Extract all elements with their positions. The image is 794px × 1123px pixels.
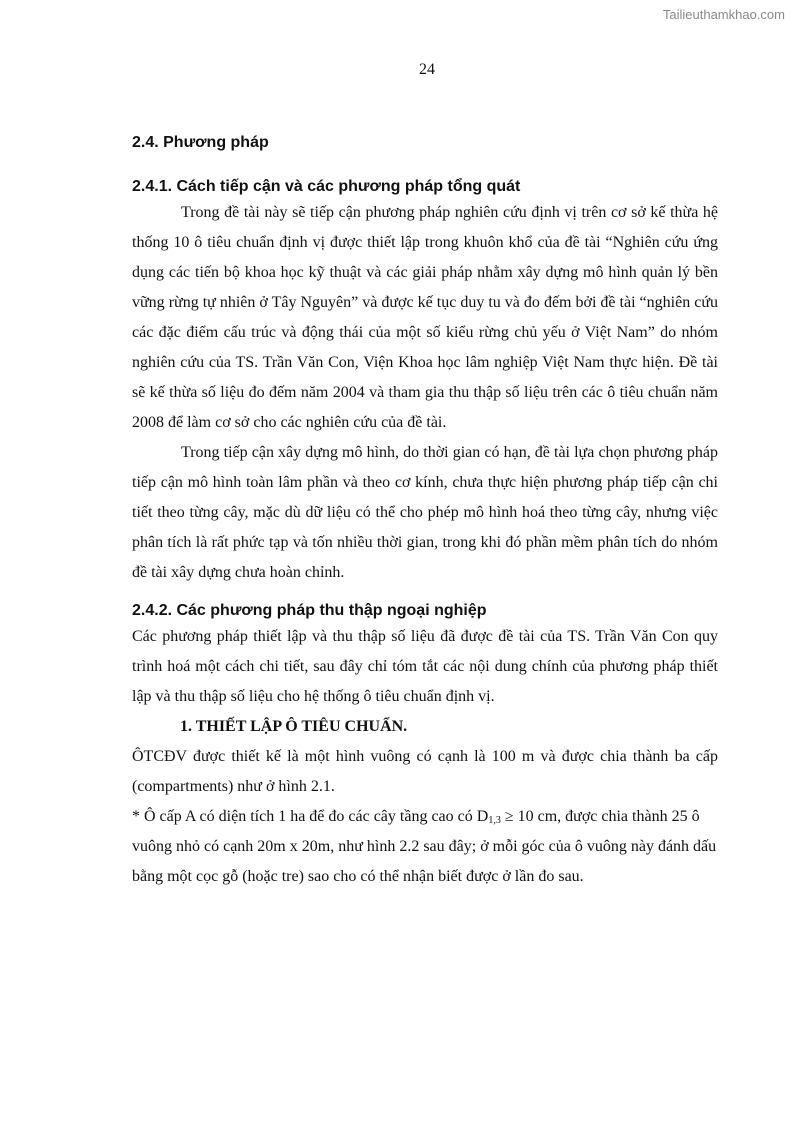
paragraph-plot-a (132, 802, 718, 892)
subsection-title-2-4-1: 2.4.1. Cách tiếp cận và các phương pháp tổng quát (132, 178, 521, 195)
paragraph-modeling: Trong tiếp cận xây dựng mô hình, do thời gian có hạn, đề tài lựa chọn phương pháp tiếp cận mô hình toàn lâm phần và theo cơ kính, chưa thực hiện phương pháp tiếp cận chi tiết theo từng cây, mặc dù dữ liệu có thể cho phép mô hình hoá theo từng cây, nhưng việc phân tích là rất phức tạp và tốn nhiều thời gian, trong khi đó phần mềm phân tích do nhóm đề tài xây dựng chưa hoàn chỉnh. (132, 444, 718, 581)
paragraph-approach: Trong đề tài này sẽ tiếp cận phương pháp nghiên cứu định vị trên cơ sở kế thừa hệ thống 10 ô tiêu chuẩn định vị được thiết lập trong khuôn khổ của đề tài “Nghiên cứu ứng dụng các tiến bộ khoa học kỹ thuật và các giải pháp nhằm xây dựng mô hình quản lý bền vững rừng tự nhiên ở Tây Nguyên” và được kế tục duy tu và đo đếm bởi đề tài “nghiên cứu các đặc điểm cấu trúc và động thái của một số kiểu rừng chủ yếu ở Việt Nam” do nhóm nghiên cứu của TS. Trần Văn Con, Viện Khoa học lâm nghiệp Việt Nam thực hiện. Đề tài sẽ kế thừa số liệu đo đếm năm 2004 và tham gia thu thập số liệu trên các ô tiêu chuẩn năm 2008 để làm cơ sở cho các nghiên cứu của đề tài. (132, 204, 718, 431)
heading-plot-setup: 1. THIẾT LẬP Ô TIÊU CHUẨN. (180, 718, 408, 735)
watermark-text: Tailieuthamkhao.com (662, 7, 785, 22)
paragraph-plot-design: ÔTCĐV được thiết kế là một hình vuông có cạnh là 100 m và được chia thành ba cấp (compartments) như ở hình 2.1. (132, 748, 718, 795)
subsection-title-2-4-2: 2.4.2. Các phương pháp thu thập ngoại nghiệp (132, 602, 487, 619)
page-number: 24 (419, 61, 435, 78)
document-body (132, 130, 718, 892)
paragraph-field-methods: Các phương pháp thiết lập và thu thập số liệu đã được đề tài của TS. Trần Văn Con quy trình hoá một cách chi tiết, sau đây chỉ tóm tắt các nội dung chính của phương pháp thiết lập và thu thập số liệu cho hệ thống ô tiêu chuẩn định vị. (132, 628, 718, 705)
bullet-text-end: ≥ 10 cm, được chia thành 25 ô vuông nhỏ có cạnh 20m x 20m, như hình 2.2 sau đây; ở mỗi góc của ô vuông này đánh dấu bằng một cọc gỗ (hoặc tre) sao cho có thể nhận biết được ở lần đo sau. (132, 808, 717, 885)
section-title: 2.4. Phương pháp (132, 134, 269, 151)
diameter-subscript: 1,3 (488, 815, 501, 826)
bullet-text-start: * Ô cấp A có diện tích 1 ha để đo các cây tầng cao có D (132, 808, 489, 825)
